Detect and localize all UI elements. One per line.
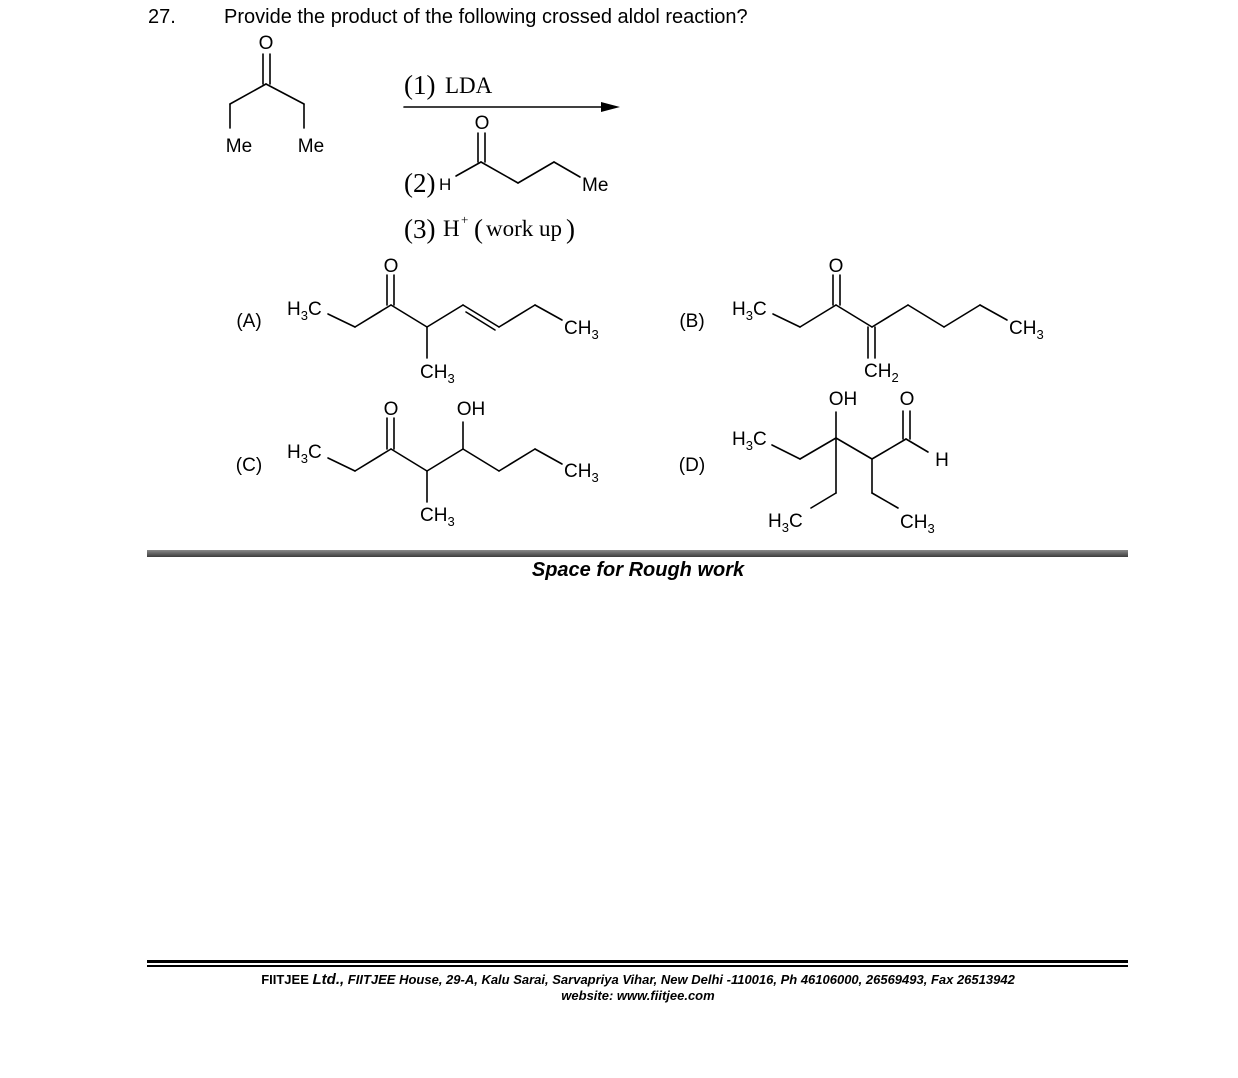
- aldehyde-h: H: [439, 175, 452, 194]
- option-b-h3c: $H_3C$: [732, 299, 767, 323]
- option-c-oh: OH: [456, 399, 486, 420]
- rough-work-heading: Space for Rough work: [531, 559, 745, 581]
- reactant-oxygen: O: [258, 33, 274, 54]
- option-d-label: (D): [678, 455, 706, 476]
- reactant-me-left: Me: [225, 136, 253, 157]
- aldehyde-me: Me: [582, 175, 609, 196]
- step1-reagent: LDA: [445, 73, 493, 98]
- option-b-ch3-end: $CH_3$: [1009, 318, 1044, 342]
- option-a-oxygen: O: [383, 256, 399, 277]
- aldehyde-oxygen: O: [474, 113, 490, 134]
- step1-number: (1): [404, 70, 436, 100]
- step3-acid: H: [443, 216, 460, 241]
- step3-text: work up: [486, 216, 563, 241]
- option-a-label: (A): [236, 311, 262, 332]
- reactant-me-right: Me: [297, 136, 325, 157]
- footer-rule-top: [147, 960, 1128, 963]
- option-d-ch3: $CH_3$: [900, 512, 935, 536]
- footer-website: website: www.fiitjee.com: [561, 988, 715, 1003]
- option-c-ch3-end: $CH_3$: [564, 461, 599, 485]
- option-c-label: (C): [235, 455, 263, 476]
- option-d-oh: OH: [828, 389, 858, 410]
- option-d-aldehyde-h: H: [935, 450, 949, 471]
- step2-number: (2): [404, 168, 436, 198]
- question-text: Provide the product of the following crossed aldol reaction?: [224, 6, 748, 28]
- section-divider: [147, 550, 1128, 557]
- option-c-ch3-lower: $CH_3$: [420, 505, 455, 529]
- arrow-head-icon: [601, 102, 620, 112]
- step3-plus: +: [461, 212, 469, 227]
- question-number: 27.: [148, 6, 176, 28]
- option-b-ch2: $CH_2$: [864, 361, 899, 385]
- option-d-oxygen: O: [899, 389, 915, 410]
- footer-ltd: Ltd.,: [312, 971, 345, 988]
- footer-address: FIITJEE House, 29-A, Kalu Sarai, Sarvapriya Vihar, New Delhi -110016, Ph 46106000, 26569493, Fax 26513942: [347, 972, 1015, 987]
- footer: [0, 972, 1238, 1004]
- option-d-h3c-bottom: $H_3C$: [768, 511, 803, 535]
- option-c-oxygen: O: [383, 399, 399, 420]
- footer-rule-bottom: [147, 965, 1128, 967]
- footer-brand: FIITJEE: [261, 972, 309, 987]
- step3-paren-open: (: [474, 214, 483, 244]
- option-d-h3c-top: $H_3C$: [732, 429, 767, 453]
- option-a-h3c: $H_3C$: [287, 299, 322, 323]
- footer-address-line: [0, 972, 1238, 988]
- option-b-oxygen: O: [828, 256, 844, 277]
- option-c-h3c: $H_3C$: [287, 442, 322, 466]
- option-a-ch3-lower: $CH_3$: [420, 362, 455, 386]
- option-b-label: (B): [679, 311, 705, 332]
- option-a-ch3-end: $CH_3$: [564, 318, 599, 342]
- step3-number: (3): [404, 214, 436, 244]
- step3-paren-close: ): [566, 214, 575, 244]
